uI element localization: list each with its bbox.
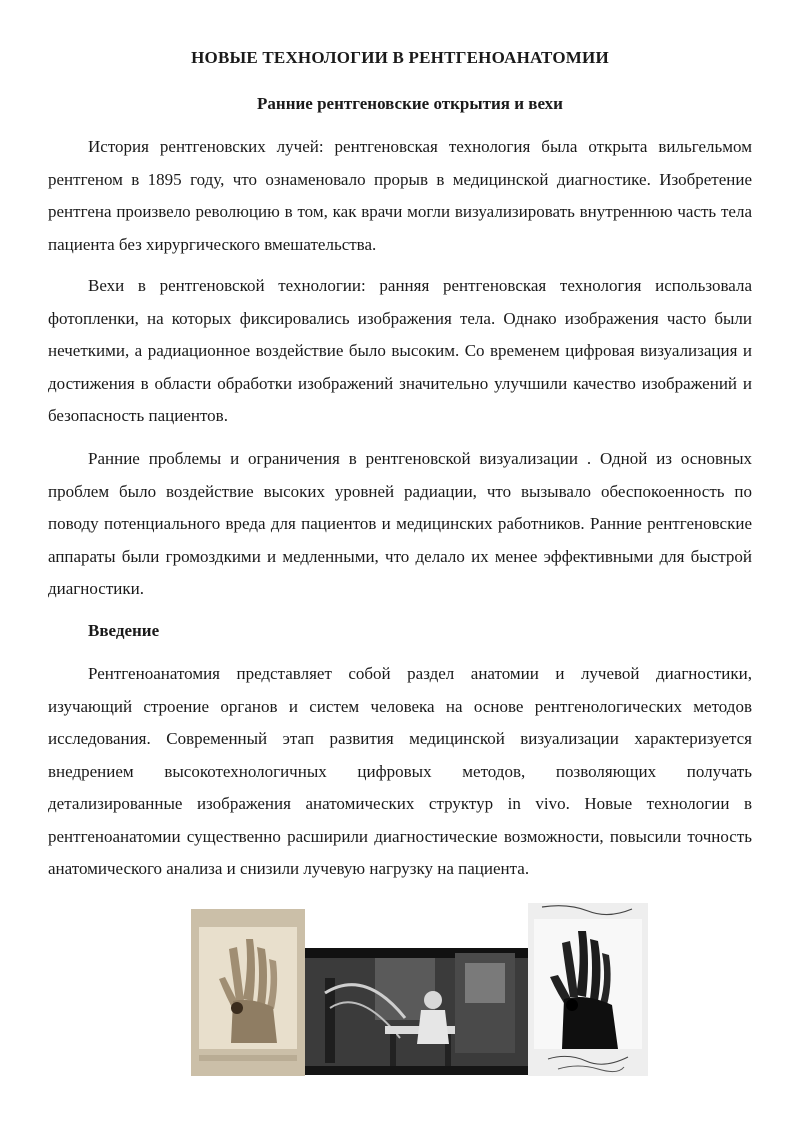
- paragraph-introduction: Рентгеноанатомия представляет собой раздел анатомии и лучевой диагностики, изучающий строение органов и систем человека на основе рентгенологических методов исследования. Современный этап развития медицинской визуализации характеризуется внедрением высокотехнологичных цифровых методов, позволяющих получать детализированные изображения анатомических структур in vivo. Новые технологии в рентгеноанатомии существенно расширили диагностические возможности, повысили точность анатомического анализа и снизили лучевую нагрузку на пациента.: [48, 664, 752, 878]
- section-heading-introduction: Введение: [88, 621, 160, 640]
- section-subtitle: Ранние рентгеновские открытия и вехи: [257, 94, 563, 113]
- grayscale-hand-xray-image: [528, 903, 648, 1076]
- document-title: НОВЫЕ ТЕХНОЛОГИИ В РЕНТГЕНОАНАТОМИИ: [191, 48, 609, 67]
- paragraph-problems: Ранние проблемы и ограничения в рентгеновской визуализации . Одной из основных проблем было воздействие высоких уровней радиации, что вызывало обеспокоенность по поводу потенциального вреда для пациентов и медицинских работников. Ранние рентгеновские аппараты были громоздкими и медленными, что делало их менее эффективными для быстрой диагностики.: [48, 449, 752, 598]
- paragraph-history: История рентгеновских лучей: рентгеновская технология была открыта вильгельмом рентгеном в 1895 году, что ознаменовало прорыв в медицинской диагностике. Изобретение рентгена произвело революцию в том, как врачи могли визуализировать внутреннюю часть тела пациента без хирургического вмешательства.: [48, 137, 752, 254]
- early-xray-room-photo: [305, 948, 528, 1075]
- historical-xray-figure: [191, 903, 648, 1076]
- sepia-hand-xray-image: [191, 909, 305, 1076]
- paragraph-milestones: Вехи в рентгеновской технологии: ранняя рентгеновская технология использовала фотопленки, на которых фиксировались изображения тела. Однако изображения часто были нечеткими, а радиационное воздействие было высоким. Со временем цифровая визуализация и достижения в области обработки изображений значительно улучшили качество изображений и безопасность пациентов.: [48, 276, 752, 425]
